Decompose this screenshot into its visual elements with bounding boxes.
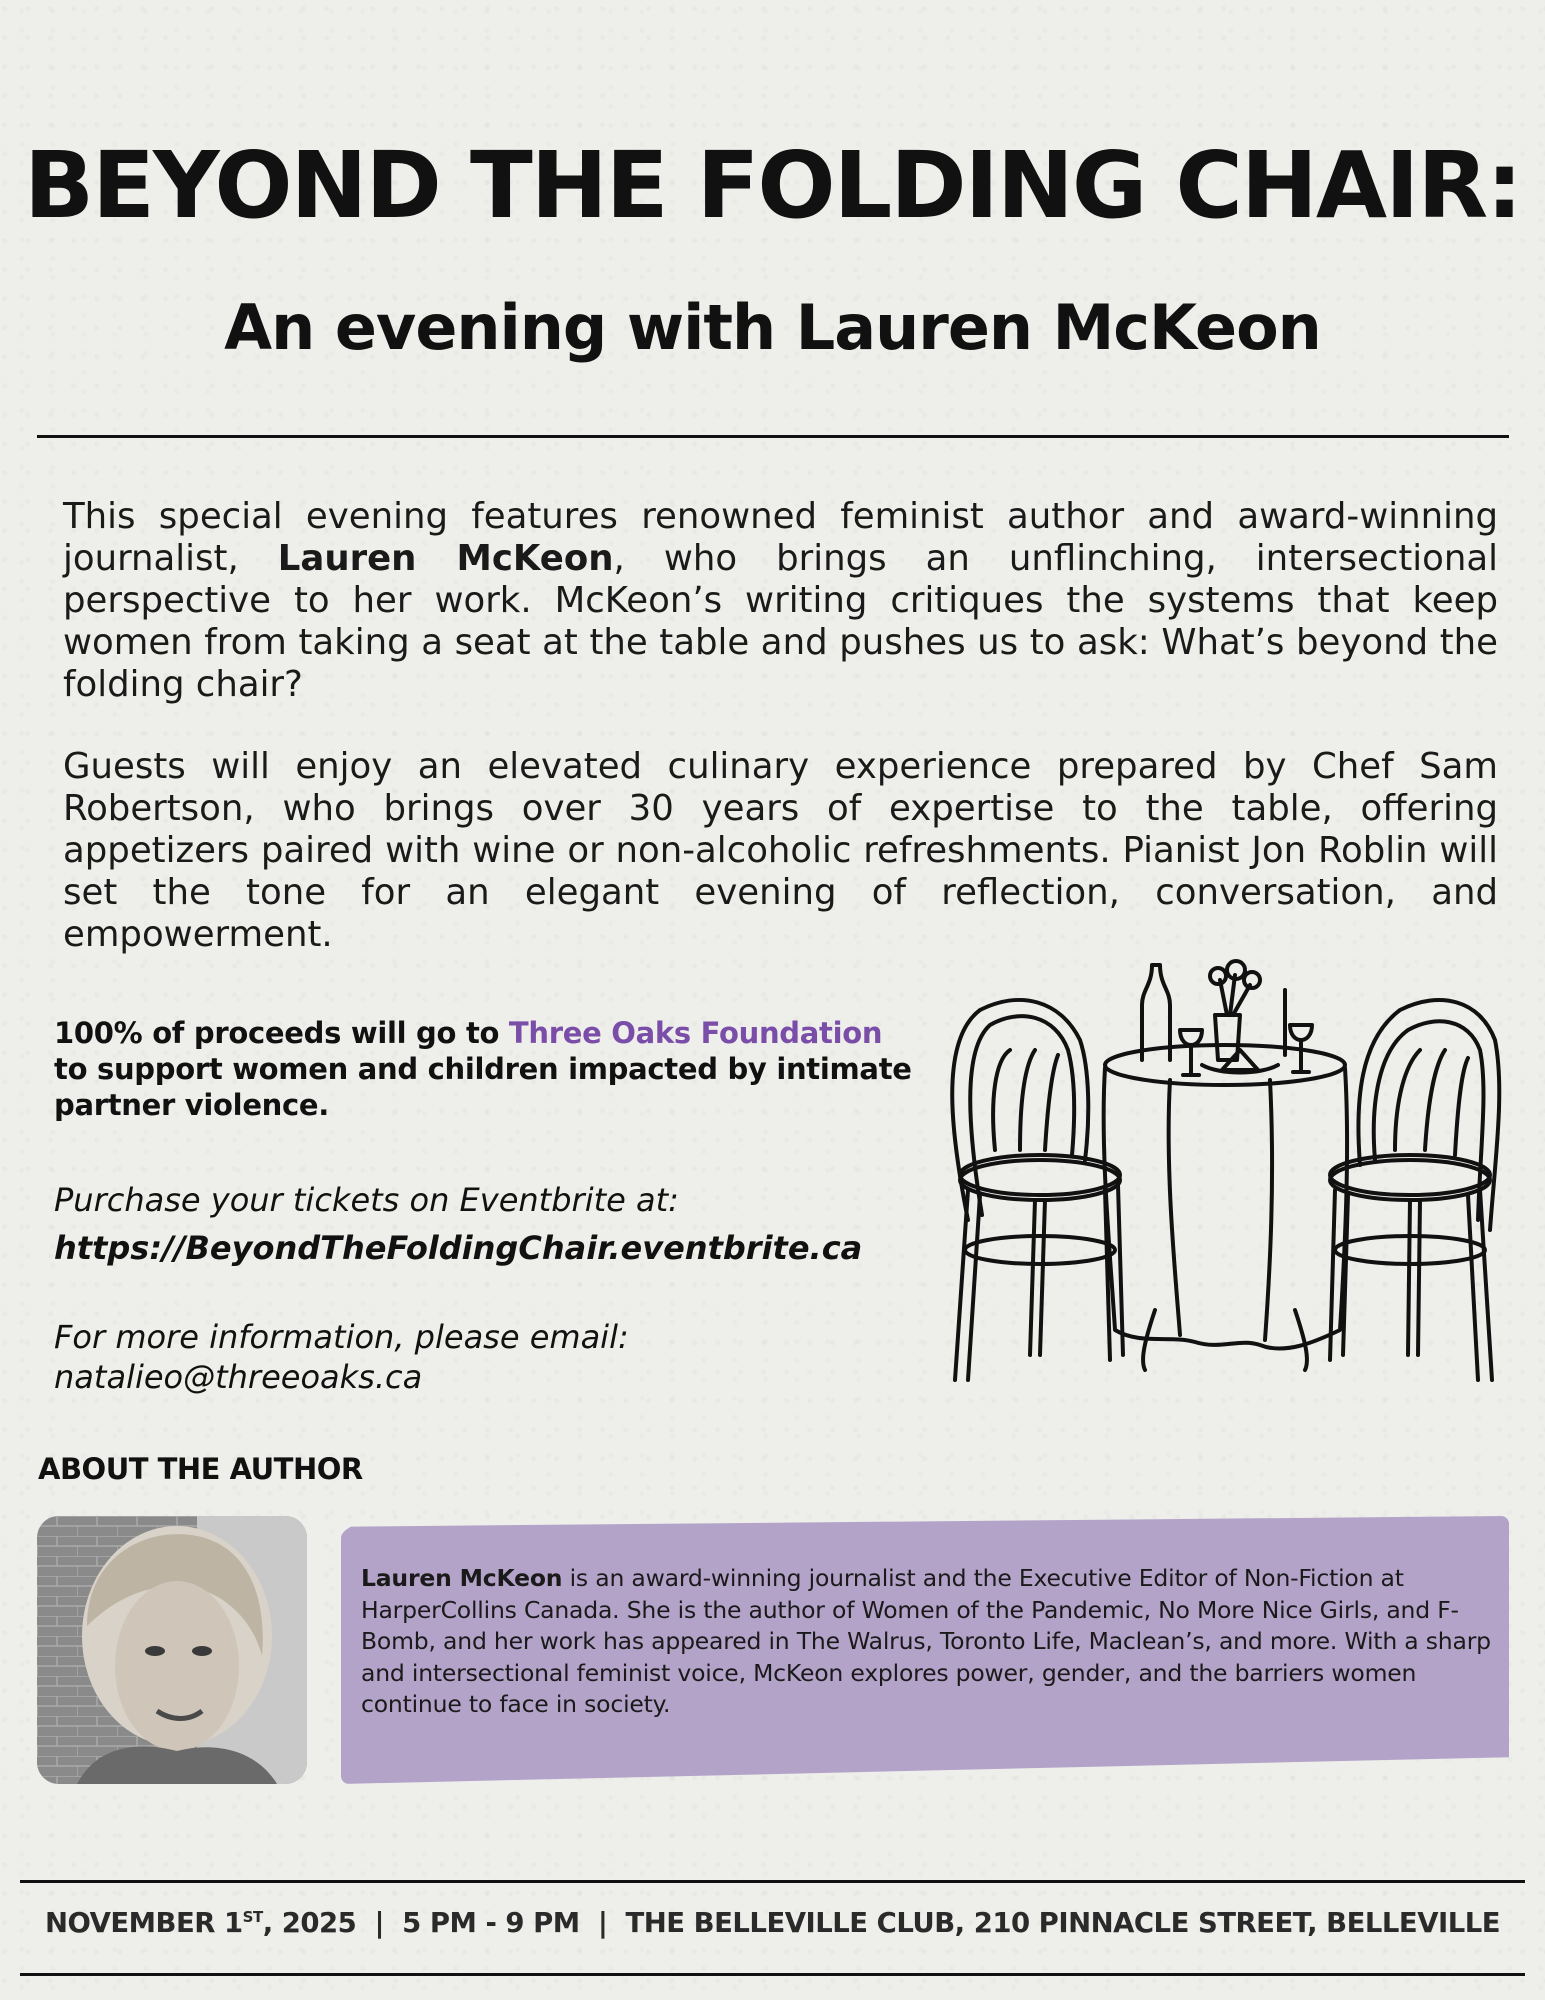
table-chairs-illustration bbox=[940, 950, 1510, 1390]
page-title: BEYOND THE FOLDING CHAIR: bbox=[24, 132, 1521, 239]
author-name: Lauren McKeon bbox=[277, 538, 614, 579]
table-icon bbox=[1104, 961, 1347, 1370]
footer-bottom-divider bbox=[20, 1973, 1525, 1976]
author-bio: Lauren McKeon is an award-winning journalist and the Executive Editor of Non-Fiction at HarperCollins Canada. She is the author of Women of the Pandemic, No More Nice Girls, and F-Bomb, and her work has appeared in The Walrus, Toronto Life, Maclean’s, and more. With a sharp and intersectional feminist voice, McKeon explores power, gender, and the barriers women continue to face in society. bbox=[361, 1564, 1491, 1718]
event-details: NOVEMBER 1ST, 2025 | 5 PM - 9 PM | THE BELLEVILLE CLUB, 210 PINNACLE STREET, BELLEVILLE bbox=[44, 1907, 1501, 1939]
left-chair-icon bbox=[952, 1000, 1123, 1380]
about-heading: ABOUT THE AUTHOR bbox=[38, 1452, 363, 1486]
top-divider bbox=[37, 435, 1509, 438]
tickets-link[interactable]: https://BeyondTheFoldingChair.eventbrite.ca bbox=[54, 1229, 863, 1267]
page-subtitle: An evening with Lauren McKeon bbox=[224, 291, 1321, 364]
intro-paragraph-2: Guests will enjoy an elevated culinary experience prepared by Chef Sam Robertson, who brings over 30 years of expertise to the table, offering appetizers paired with wine or non-alcoholic refreshments. Pianist Jon Roblin will set the tone for an elegant evening of reflection, conversation, and empowerment. bbox=[63, 746, 1498, 955]
contact-label: For more information, please email: bbox=[54, 1318, 629, 1356]
author-photo bbox=[37, 1516, 307, 1784]
footer-top-divider bbox=[20, 1880, 1525, 1883]
tickets-label: Purchase your tickets on Eventbrite at: bbox=[54, 1181, 679, 1219]
foundation-name: Three Oaks Foundation bbox=[508, 1016, 883, 1050]
proceeds-statement: 100% of proceeds will go to Three Oaks Foundation to support women and children impacted by intimate partner violence. bbox=[54, 1016, 912, 1122]
intro-paragraph-1: This special evening features renowned feminist author and award-winning journalist, Lauren McKeon, who brings an unflinching, intersectional perspective to her work. McKeon’s writing critiques the systems that keep women from taking a seat at the table and pushes us to ask: What’s beyond the folding chair? bbox=[63, 496, 1498, 705]
bio-author-name: Lauren McKeon bbox=[361, 1564, 563, 1592]
contact-email[interactable]: natalieo@threeoaks.ca bbox=[54, 1358, 423, 1396]
right-chair-icon bbox=[1330, 1000, 1499, 1380]
